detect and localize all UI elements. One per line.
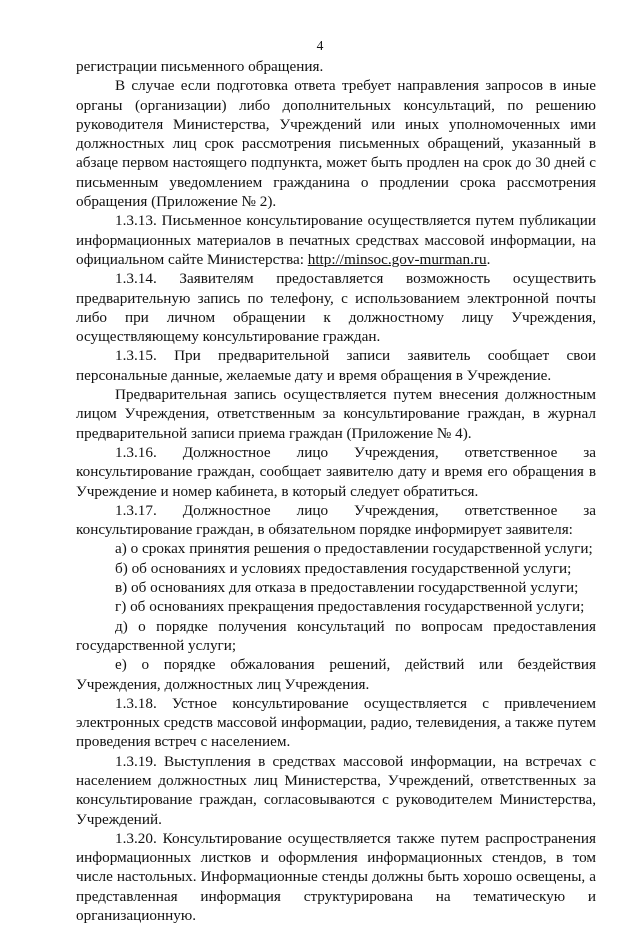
paragraph: В случае если подготовка ответа требует направления запросов в иные органы (организации) либо дополнительных консультаций, по решению руководителя Министерства, Учреждений или иных уполномоченных ими должностных лиц срок рассмотрения письменных обращений, указанный в абзаце первом настоящего подпункта, может быть продлен на срок до 30 дней с письменным уведомлением гражданина о продлении срока рассмотрения обращения (Приложение № 2). — [76, 77, 596, 211]
list-item: б) об основаниях и условиях предоставления государственной услуги; — [115, 559, 572, 577]
list-item: д) о порядке получения консультаций по вопросам предоставления государственной услуги; — [76, 617, 596, 654]
paragraph: 1.3.15. При предварительной записи заявитель сообщает свои персональные данные, желаемые дату и время обращения в Учреждение. — [76, 347, 596, 384]
paragraph: 1.3.16. Должностное лицо Учреждения, ответственное за консультирование граждан, сообщает заявителю дату и время его обращения в Учреждение и номер кабинета, в который следует обратиться. — [76, 443, 596, 500]
list-item: г) об основаниях прекращения предоставления государственной услуги; — [115, 598, 585, 616]
list-item: е) о порядке обжалования решений, действий или бездействия Учреждения, должностных лиц Учреждения. — [76, 656, 596, 693]
ministry-website-link[interactable]: http://minsoc.gov-murman.ru — [307, 250, 487, 268]
list-item: а) о сроках принятия решения о предоставлении государственной услуги; — [115, 540, 593, 558]
paragraph: регистрации письменного обращения. — [76, 58, 324, 75]
paragraph: 1.3.13. Письменное консультирование осуществляется путем публикации информационных материалов в печатных средствах массовой информации, на официальном сайте Министерства: http://minsoc.gov-murman.ru. — [76, 212, 596, 268]
paragraph: 1.3.19. Выступления в средствах массовой информации, на встречах с населением должностных лиц Министерства, Учреждений, ответственных за консультирование граждан, согласовываются с руководителем Министерства, Учреждений. — [76, 752, 596, 828]
page-number: 4 — [316, 38, 324, 53]
paragraph: 1.3.17. Должностное лицо Учреждения, ответственное за консультирование граждан, в обязательном порядке информирует заявителя: — [76, 501, 596, 539]
paragraph: 1.3.18. Устное консультирование осуществляется с привлечением электронных средств массовой информации, радио, телевидения, а также путем проведения встреч с населением. — [76, 694, 596, 751]
paragraph: 1.3.20. Консультирование осуществляется также путем распространения информационных листков и оформления информационных стендов, в том числе настольных. Информационные стенды должны быть хорошо освещены, а представленная информация структурирована на тематическую и организационную. — [76, 829, 596, 925]
paragraph: 1.3.14. Заявителям предоставляется возможность осуществить предварительную запись по телефону, с использованием электронной почты либо при личном обращении к должностному лицу Учреждения, осуществляющему консультирование граждан. — [76, 270, 596, 346]
paragraph: Предварительная запись осуществляется путем внесения должностным лицом Учреждения, ответственным за консультирование граждан, в журнал предварительной записи приема граждан (Приложение № 4). — [76, 386, 596, 442]
list-item: в) об основаниях для отказа в предоставлении государственной услуги; — [115, 579, 579, 597]
document-body — [76, 57, 596, 925]
